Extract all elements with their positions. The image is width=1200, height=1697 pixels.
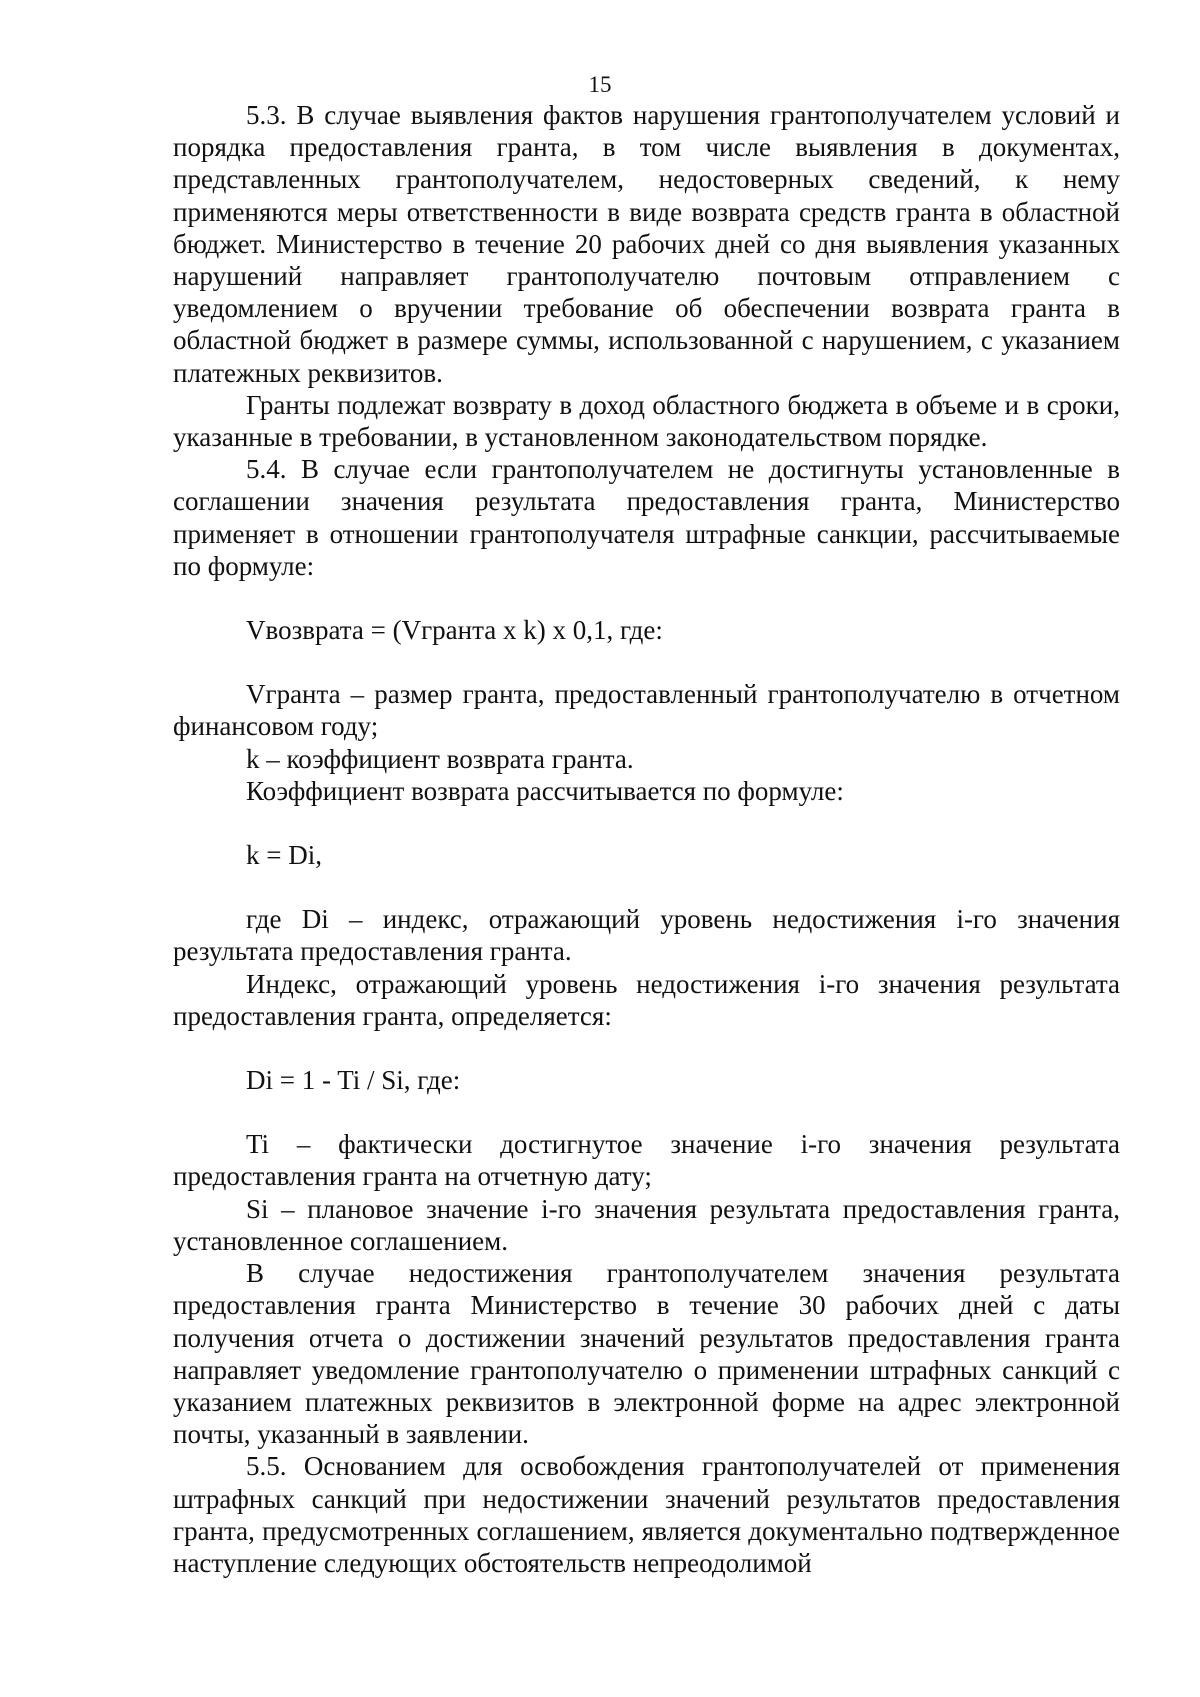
paragraph-ti-definition: Ti – фактически достигнутое значение i-го значения результата предоставления гранта на отчетную дату; [173, 1129, 1120, 1192]
paragraph-v-grant-definition: Vгранта – размер гранта, предоставленный грантополучателю в отчетном финансовом году; [173, 679, 1120, 742]
paragraph-di-definition: где Di – индекс, отражающий уровень недостижения i-го значения результата предоставления гранта. [173, 904, 1120, 967]
page-number: 15 [588, 72, 612, 97]
formula-di: Di = 1 - Ti / Si, где: [246, 1065, 461, 1096]
paragraph-5-4: 5.4. В случае если грантополучателем не достигнуты установленные в соглашении значения результата предоставления гранта, Министерство применяет в отношении грантополучателя штрафные санкции, рассчитываемые по формуле: [173, 454, 1120, 581]
paragraph-grants-return: Гранты подлежат возврату в доход областного бюджета в объеме и в сроки, указанные в требовании, в установленном законодательством порядке. [173, 389, 1120, 453]
document-body [173, 99, 1120, 1579]
paragraph-5-5: 5.5. Основанием для освобождения грантополучателей от применения штрафных санкций при недостижении значений результатов предоставления гранта, предусмотренных соглашением, является документально подтвержденное наступление следующих обстоятельств непреодолимой [173, 1451, 1120, 1578]
paragraph-coefficient-intro: Коэффициент возврата рассчитывается по формуле: [246, 775, 844, 806]
paragraph-index-intro: Индекс, отражающий уровень недостижения i-го значения результата предоставления гранта, определяется: [173, 968, 1120, 1031]
formula-k: k = Di, [246, 840, 322, 871]
paragraph-k-definition: k – коэффициент возврата гранта. [246, 743, 634, 774]
paragraph-notification: В случае недостижения грантополучателем значения результата предоставления гранта Министерство в течение 30 рабочих дней с даты получения отчета о достижении значений результатов предоставления гранта направляет уведомление грантополучателю о применении штрафных санкций с указанием платежных реквизитов в электронной форме на адрес электронной почты, указанный в заявлении. [173, 1258, 1120, 1450]
paragraph-si-definition: Si – плановое значение i-го значения результата предоставления гранта, установленное соглашением. [173, 1193, 1120, 1256]
formula-return-amount: Vвозврата = (Vгранта x k) x 0,1, где: [246, 615, 663, 646]
paragraph-5-3: 5.3. В случае выявления фактов нарушения грантополучателем условий и порядка предоставления гранта, в том числе выявления в документах, представленных грантополучателем, недостоверных сведений, к нему применяются меры ответственности в виде возврата средств гранта в областной бюджет. Министерство в течение 20 рабочих дней со дня выявления указанных нарушений направляет грантополучателю почтовым отправлением с уведомлением о вручении требование об обеспечении возврата гранта в областной бюджет в размере суммы, использованной с нарушением, с указанием платежных реквизитов. [173, 100, 1120, 388]
